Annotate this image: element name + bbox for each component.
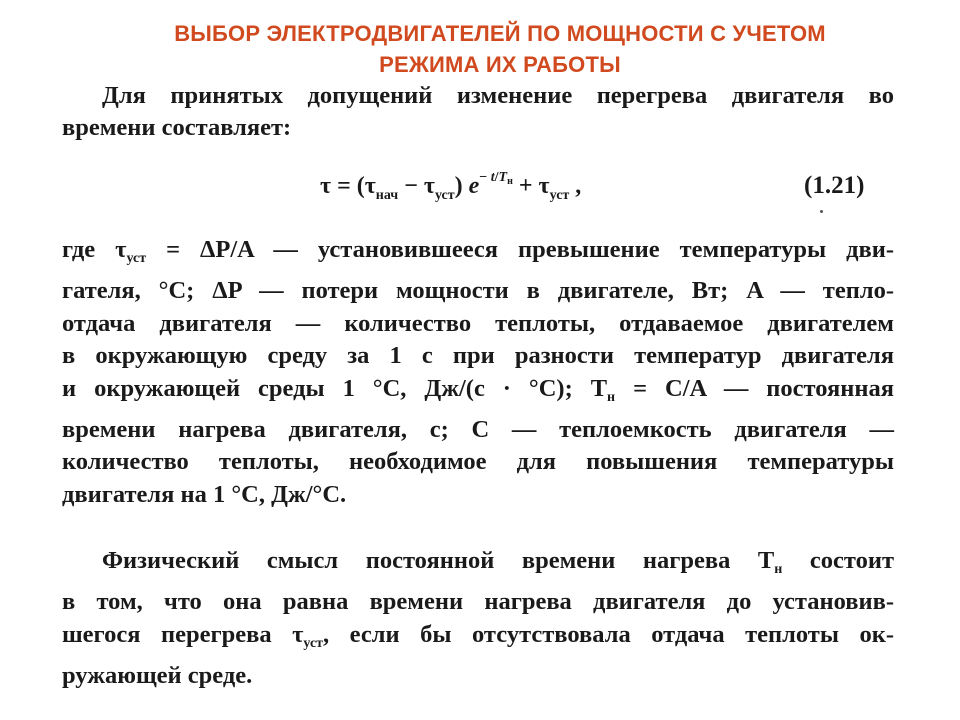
- title-line-2: РЕЖИМА ИХ РАБОТЫ: [379, 52, 621, 77]
- scan-dot: [820, 210, 823, 213]
- meaning-line-4: ружающей среде.: [62, 662, 253, 690]
- slide-title: [60, 18, 940, 80]
- title-line-1: ВЫБОР ЭЛЕКТРОДВИГАТЕЛЕЙ ПО МОЩНОСТИ С УЧЕТОМ: [174, 21, 826, 46]
- meaning-paragraph: [62, 545, 894, 693]
- def-line-7: количество теплоты, необходимое для повышения температуры: [62, 448, 894, 476]
- def-line-8: двигателя на 1 °C, Дж/°C.: [62, 480, 347, 508]
- definitions-paragraph: [62, 234, 894, 511]
- intro-paragraph: [62, 80, 894, 145]
- meaning-line-3: шегося перегрева $\tau_{уст}$, если бы отсутствовала отдача теплоты ок-: [62, 620, 894, 651]
- def-line-3: отдача двигателя — количество теплоты, отдаваемое двигателем: [62, 309, 894, 337]
- heating-formula: $\tau = (\tau_{нач} - \tau_{уст}) e^{- t/T_н} + \tau_{уст}$ ,: [320, 170, 582, 203]
- def-line-6: времени нагрева двигателя, с; C — теплоемкость двигателя —: [62, 416, 894, 444]
- def-line-5: и окружающей среды 1 °C, Дж/(с · °C); $T_н = C/A$ — постоянная: [62, 374, 895, 405]
- def-line-1: где $\tau_{уст} = \Delta P/A$ — установившееся превышение температуры дви-: [62, 236, 895, 266]
- def-line-4: в окружающую среду за 1 с при разности температур двигателя: [62, 342, 894, 370]
- def-line-2: гателя, °C; ΔP — потери мощности в двигателе, Вт; A — тепло-: [62, 277, 894, 305]
- intro-line-1: Для принятых допущений изменение перегрева двигателя во: [102, 82, 894, 109]
- meaning-line-2: в том, что она равна времени нагрева двигателя до установив-: [62, 588, 894, 616]
- intro-line-2: времени составляет:: [62, 114, 292, 142]
- meaning-line-1: Физический смысл постоянной времени нагрева $T_н$ состоит: [102, 547, 894, 577]
- equation-number: (1.21): [804, 172, 865, 199]
